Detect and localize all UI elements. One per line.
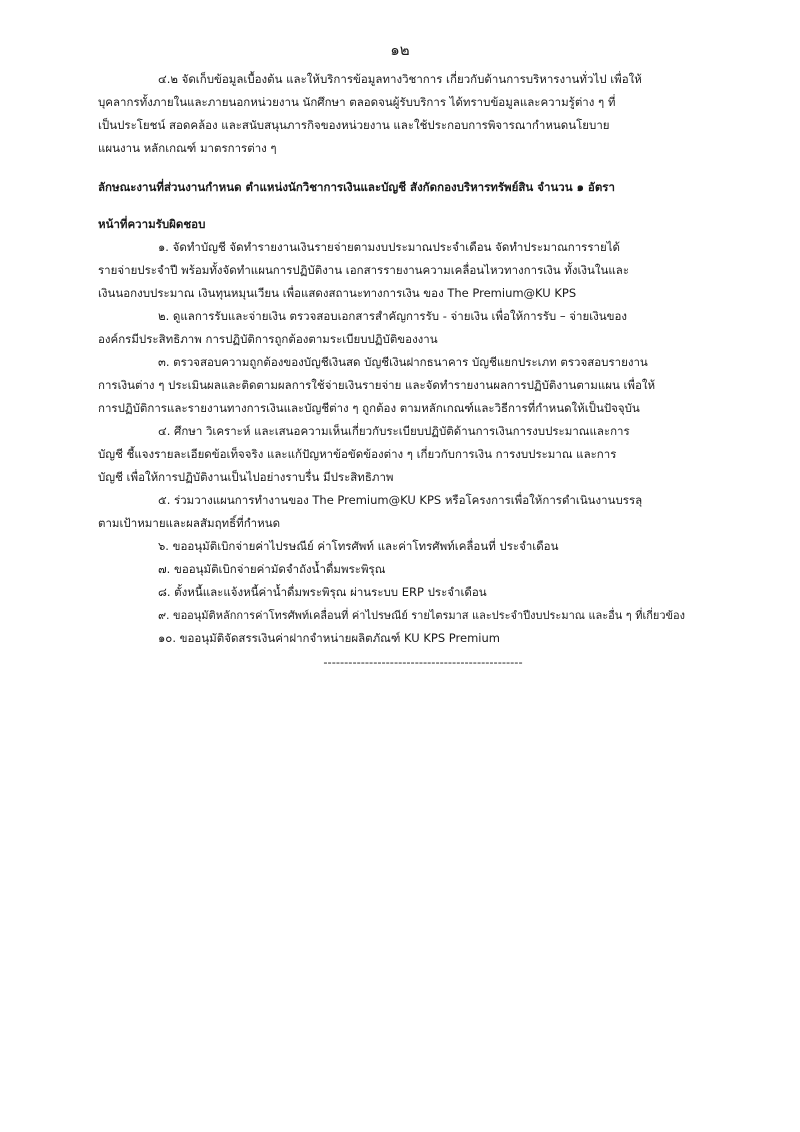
duty-line: ๓. ตรวจสอบความถูกต้องของบัญชีเงินสด บัญชีเงินฝากธนาคาร บัญชีแยกประเภท ตรวจสอบรายงาน [158,355,648,369]
duty-item [98,420,728,489]
intro-line: บุคลากรทั้งภายในและภายนอกหน่วยงาน นักศึกษา ตลอดจนผู้รับบริการ ได้ทราบข้อมูลและความรู้ต่าง ๆ ที่ [98,95,616,109]
duty-line: ๘. ตั้งหนี้และแจ้งหนี้ค่าน้ำดื่มพระพิรุณ ผ่านระบบ ERP ประจำเดือน [158,585,487,599]
position-heading: ลักษณะงานที่ส่วนงานกำหนด ตำแหน่งนักวิชาการเงินและบัญชี สังกัดกองบริหารทรัพย์สิน จำนวน ๑ อัตรา [98,180,615,194]
duty-line: บัญชี ชี้แจงรายละเอียดข้อเท็จจริง และแก้ปัญหาข้อขัดข้องต่าง ๆ เกี่ยวกับการเงิน การงบประมาณ และการ [98,447,617,461]
duty-line: การเงินต่าง ๆ ประเมินผลและติดตามผลการใช้จ่ายเงินรายจ่าย และจัดทำรายงานผลการปฏิบัติงานตามแผน เพื่อให้ [98,378,656,392]
duty-line: เงินนอกงบประมาณ เงินทุนหมุนเวียน เพื่อแสดงสถานะทางการเงิน ของ The Premium@KU KPS [98,286,577,300]
end-divider: ------------------------------------------------ [323,655,523,669]
section-spacer [98,160,728,176]
duty-item [98,604,728,627]
duty-line: ๕. ร่วมวางแผนการทำงานของ The Premium@KU KPS หรือโครงการเพื่อให้การดำเนินงานบรรลุ [158,493,643,507]
duty-line: องค์กรมีประสิทธิภาพ การปฏิบัติการถูกต้องตามระเบียบปฏิบัติของงาน [98,332,438,346]
duty-line: ๑. จัดทำบัญชี จัดทำรายงานเงินรายจ่ายตามงบประมาณประจำเดือน จัดทำประมาณการรายได้ [158,240,620,254]
intro-line: แผนงาน หลักเกณฑ์ มาตรการต่าง ๆ [98,141,277,155]
duty-line: ๔. ศึกษา วิเคราะห์ และเสนอความเห็นเกี่ยวกับระเบียบปฏิบัติด้านการเงินการงบประมาณและการ [158,424,630,438]
duty-line: บัญชี เพื่อให้การปฏิบัติงานเป็นไปอย่างราบรื่น มีประสิทธิภาพ [98,470,394,484]
section-spacer [98,199,728,213]
duty-line: ๑๐. ขออนุมัติจัดสรรเงินค่าฝากจำหน่ายผลิตภัณฑ์ KU KPS Premium [158,631,500,645]
duty-item [98,535,728,558]
duties-heading: หน้าที่ความรับผิดชอบ [98,217,206,231]
duty-item [98,351,728,420]
duty-line: ๗. ขออนุมัติเบิกจ่ายค่ามัดจำถังน้ำดื่มพระพิรุณ [158,562,386,576]
intro-line: ๔.๒ จัดเก็บข้อมูลเบื้องต้น และให้บริการข้อมูลทางวิชาการ เกี่ยวกับด้านการบริหารงานทั่วไป เพื่อให้ [158,72,642,86]
intro-paragraph [98,68,728,160]
duty-item [98,627,728,650]
duties-list [98,236,728,650]
duty-line: รายจ่ายประจำปี พร้อมทั้งจัดทำแผนการปฏิบัติงาน เอกสารรายงานความเคลื่อนไหวทางการเงิน ทั้งเงินในและ [98,263,630,277]
duty-item [98,305,728,351]
duty-line: ๙. ขออนุมัติหลักการค่าโทรศัพท์เคลื่อนที่ ค่าไปรษณีย์ รายไตรมาส และประจำปีงบประมาณ และอื่น ๆ ที่เกี่ยวข้อง [158,609,686,622]
duty-line: ๒. ดูแลการรับและจ่ายเงิน ตรวจสอบเอกสารสำคัญการรับ - จ่ายเงิน เพื่อให้การรับ – จ่ายเงินของ [158,309,628,323]
duty-line: การปฏิบัติการและรายงานทางการเงินและบัญชีต่าง ๆ ถูกต้อง ตามหลักเกณฑ์และวิธีการที่กำหนดให้เป็นปัจจุบัน [98,401,640,415]
document-body [98,68,728,672]
duty-item [98,489,728,535]
duty-item [98,581,728,604]
duty-line: ๖. ขออนุมัติเบิกจ่ายค่าไปรษณีย์ ค่าโทรศัพท์ และค่าโทรศัพท์เคลื่อนที่ ประจำเดือน [158,539,559,553]
duty-line: ตามเป้าหมายและผลสัมฤทธิ์ที่กำหนด [98,516,281,530]
page-number: ๑๒ [390,41,410,59]
duty-item [98,558,728,581]
duty-item [98,236,728,305]
intro-line: เป็นประโยชน์ สอดคล้อง และสนับสนุนภารกิจของหน่วยงาน และใช้ประกอบการพิจารณากำหนดนโยบาย [98,118,610,132]
